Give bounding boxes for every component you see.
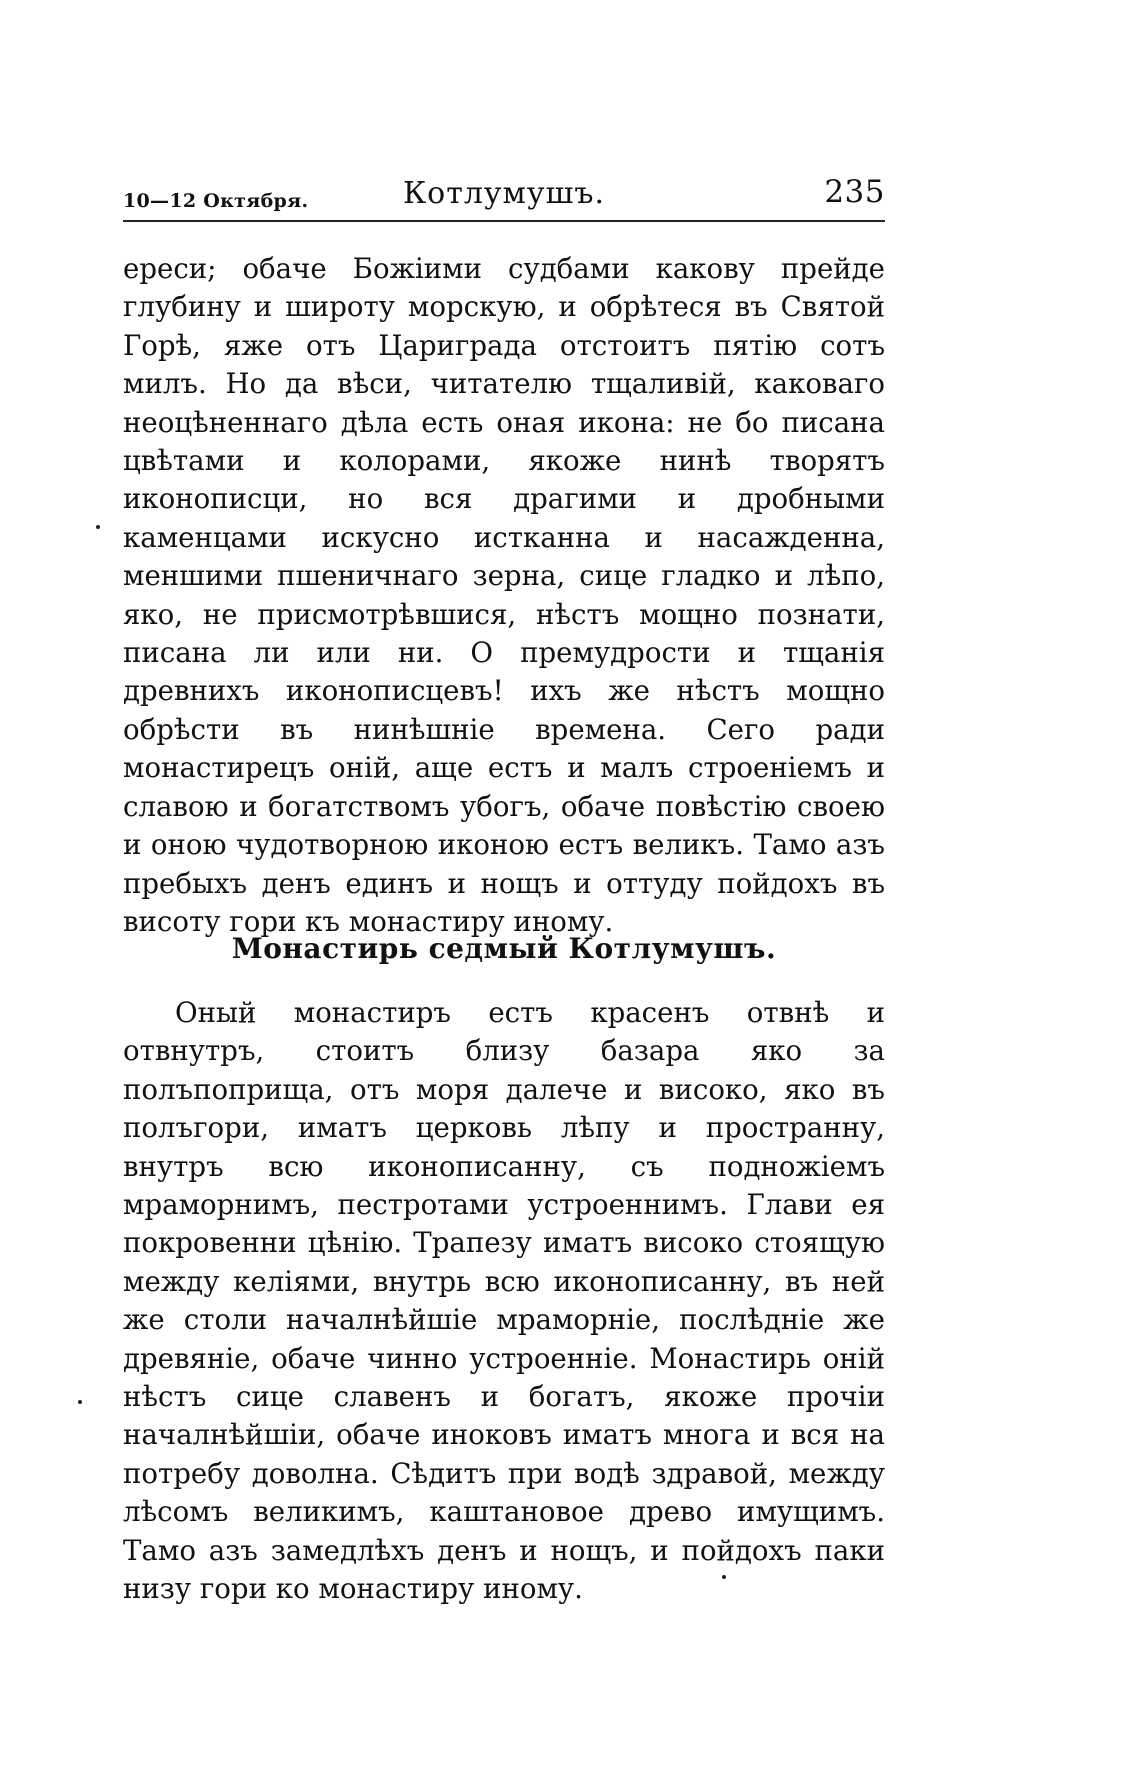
running-head-title: Котлумушъ. — [402, 176, 606, 211]
paragraph-continued: ереси; обаче Божіими судбами какову прейде глубину и широту морскую, и обрѣтеся въ Святой Горѣ, яже отъ Цариграда отстоитъ пятію сотъ милъ. Но да вѣси, читателю тщаливій, каковаго неоцѣненнаго дѣла есть оная икона: не бо писана цвѣтами и колорами, якоже нинѣ творятъ иконописци, но вся драгими и дробными каменцами искусно истканна и насажденна, меншими пшеничнаго зерна, сице гладко и лѣпо, яко, не присмотрѣвшися, нѣстъ мощно познати, писана ли или ни. О премудрости и тщанія древнихъ иконописцевъ! ихъ же нѣстъ мощно обрѣсти въ нинѣшніе времена. Сего ради монастирецъ оній, аще естъ и малъ строеніемъ и славою и богатствомъ убогъ, обаче повѣстію своею и оною чудотворною иконою естъ великъ. Тамо азъ пребыхъ денъ единъ и нощъ и оттуду пойдохъ въ висоту гори къ монастиру иному. — [123, 252, 885, 938]
section-heading: Монастирь седмый Котлумушъ. — [231, 932, 777, 965]
section-paragraph: Оный монастиръ естъ красенъ отвнѣ и отвнутръ, стоитъ близу базара яко за полъпоприща, отъ моря далече и високо, яко въ полъгори, иматъ церковь лѣпу и пространну, внутръ всю иконописанну, съ подножіемъ мраморнимъ, пестротами устроеннимъ. Глави ея покровенни цѣнію. Трапезу иматъ високо стоящую между келіями, внутрь всю иконописанну, въ ней же столи началнѣйшіе мраморніе, послѣдніе же древяніе, обаче чинно устроенніе. Монастирь оній нѣстъ сице славенъ и богатъ, якоже прочіи началнѣйшіи, обаче иноковъ иматъ многа и вся на потребу доволна. Сѣдитъ при водѣ здравой, между лѣсомъ великимъ, каштановое древо имущимъ. Тамо азъ замедлѣхъ денъ и нощъ, и пойдохъ паки низу гори ко монастиру иному. — [123, 996, 885, 1606]
running-head-date: 10—12 Октября. — [123, 190, 309, 212]
running-head — [123, 170, 885, 222]
print-speck — [96, 525, 100, 529]
print-speck — [78, 1400, 82, 1404]
page-number: 235 — [824, 174, 885, 210]
print-speck — [722, 1575, 726, 1579]
